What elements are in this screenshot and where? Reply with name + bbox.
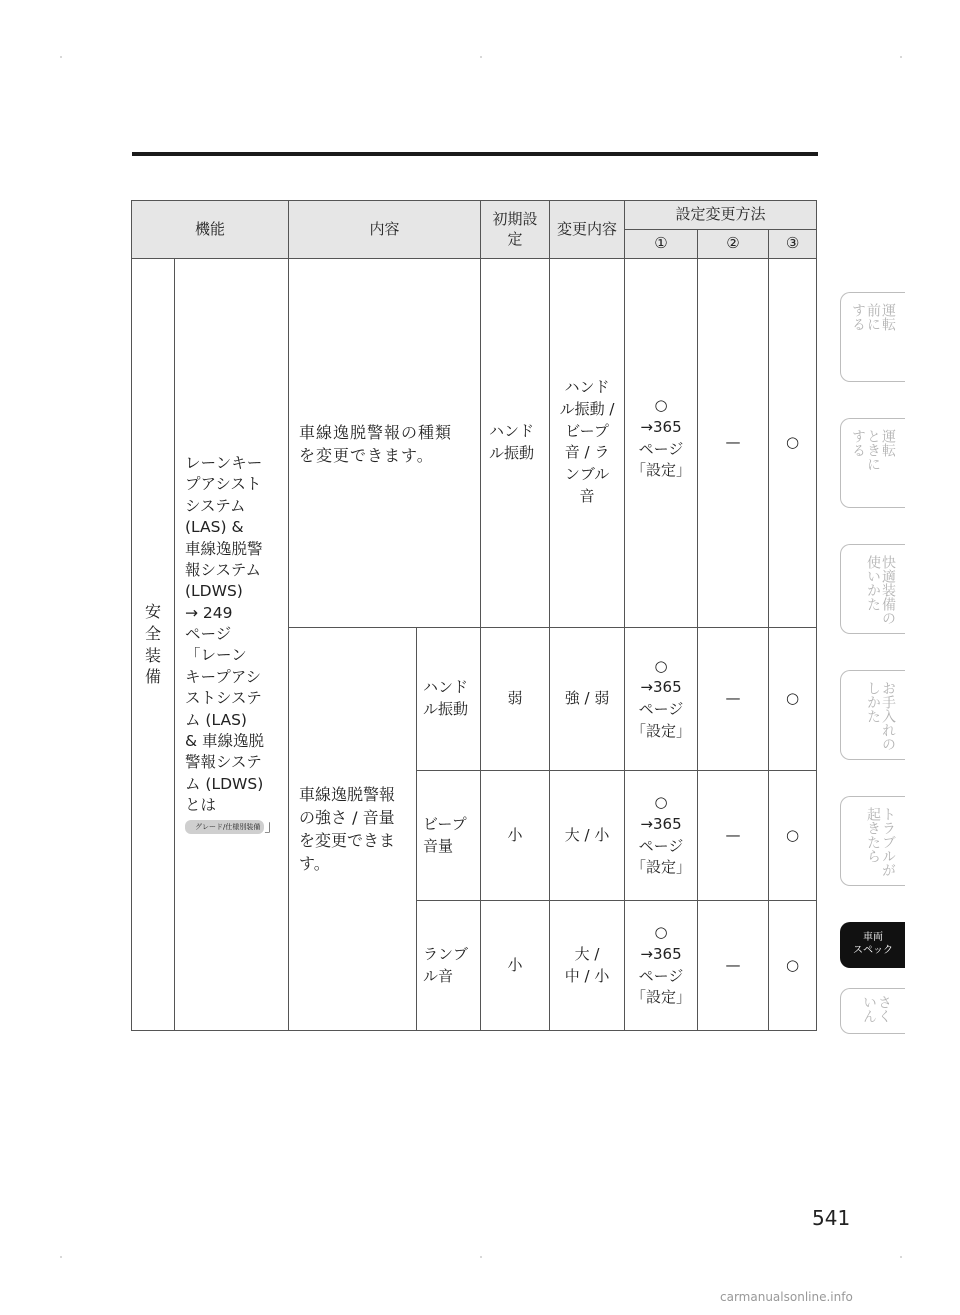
row1-method-1: ○ →365 ページ 「設定」 — [625, 259, 698, 628]
row1-content: 車線逸脱警報の種類 を変更できます。 — [289, 259, 481, 628]
tab-label: 運転 ときに する — [850, 429, 896, 471]
page-number: 541 — [812, 1206, 851, 1230]
row4-initial: 小 — [481, 901, 550, 1031]
header-method: 設定変更方法 — [625, 201, 817, 230]
row2-method-2: — — [698, 628, 769, 771]
tab-label: トラブルが 起きたら — [865, 807, 896, 877]
row4-method-2: — — [698, 901, 769, 1031]
grade-badge: グレード/仕様別装備 — [185, 820, 264, 834]
tab-maintenance[interactable] — [840, 670, 905, 760]
spec-table — [131, 200, 817, 1031]
crop-mark — [480, 56, 482, 58]
tab-comfort-features[interactable] — [840, 544, 905, 634]
row3-initial: 小 — [481, 771, 550, 901]
watermark-text: carmanualsonline.info — [720, 1290, 853, 1304]
row4-change: 大 / 中 / 小 — [550, 901, 625, 1031]
row4-method-1: ○ →365 ページ 「設定」 — [625, 901, 698, 1031]
row2-initial: 弱 — [481, 628, 550, 771]
row2-sub: ハンド ル振動 — [417, 628, 481, 771]
table-row — [132, 259, 817, 628]
row1-initial: ハンド ル振動 — [481, 259, 550, 628]
row2-method-3: ○ — [769, 628, 817, 771]
row2-method-1: ○ →365 ページ 「設定」 — [625, 628, 698, 771]
tab-label: 車両 スペック — [853, 932, 893, 956]
row4-method-3: ○ — [769, 901, 817, 1031]
tab-index[interactable] — [840, 988, 905, 1034]
header-initial — [481, 201, 550, 259]
header-method-1: ① — [625, 230, 698, 259]
feature-text: レーンキー プアシスト システム (LAS) & 車線逸脱警 報システム (LDWS) → 249 ページ 「レーン キープアシ ストシステ ム (LAS) & 車線逸脱 警報システ ム (LDWS) とは — [185, 454, 265, 814]
feature-close: 」 — [264, 817, 280, 836]
row1-change: ハンド ル振動 / ビープ 音 / ラ ンブル 音 — [550, 259, 625, 628]
row1-method-2: — — [698, 259, 769, 628]
row3-method-3: ○ — [769, 771, 817, 901]
header-rule — [132, 152, 818, 156]
feature-cell — [175, 259, 289, 1031]
header-change: 変更内容 — [550, 201, 625, 259]
crop-mark — [900, 1256, 902, 1258]
tab-label: さく いん — [861, 995, 892, 1023]
header-initial-text: 初期設定 — [492, 210, 538, 248]
tab-troubleshooting[interactable] — [840, 796, 905, 886]
tab-label: お手入れの しかた — [865, 681, 896, 751]
row4-sub: ランブ ル音 — [417, 901, 481, 1031]
crop-mark — [900, 56, 902, 58]
tab-while-driving[interactable] — [840, 418, 905, 508]
row3-sub: ビープ 音量 — [417, 771, 481, 901]
header-content: 内容 — [289, 201, 481, 259]
crop-mark — [60, 1256, 62, 1258]
tab-before-driving[interactable] — [840, 292, 905, 382]
row2-change: 強 / 弱 — [550, 628, 625, 771]
header-method-2: ② — [698, 230, 769, 259]
crop-mark — [480, 1256, 482, 1258]
row3-method-2: — — [698, 771, 769, 901]
tab-label: 運転 前に する — [850, 303, 896, 331]
crop-mark — [60, 56, 62, 58]
group-content: 車線逸脱警報 の強さ / 音量 を変更できま す。 — [289, 628, 417, 1031]
header-function: 機能 — [132, 201, 289, 259]
header-method-3: ③ — [769, 230, 817, 259]
row3-change: 大 / 小 — [550, 771, 625, 901]
row3-method-1: ○ →365 ページ 「設定」 — [625, 771, 698, 901]
tab-label: 快適装備の 使いかた — [865, 555, 896, 625]
category-cell: 安 全 装 備 — [132, 259, 175, 1031]
tab-vehicle-specs[interactable] — [840, 922, 905, 968]
row1-method-3: ○ — [769, 259, 817, 628]
